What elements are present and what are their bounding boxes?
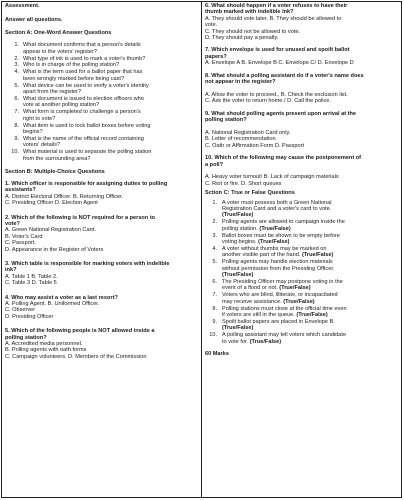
mcq-option: C. Campaign volunteers. D. Members of the Commission [5, 353, 147, 360]
question-number: 4. [14, 69, 19, 76]
mcq-question [205, 3, 398, 41]
mcq-option: A. Green National Registration Card. [5, 227, 97, 234]
section-a-title: Section A: One-Word Answer Questions [5, 29, 112, 36]
mcq-question-text: 7. Which envelope is used for unused and spoilt ballot papers? [205, 47, 350, 60]
question-item [5, 96, 198, 109]
question-item [5, 83, 198, 96]
true-false-item [205, 233, 398, 246]
item-text: Spoilt ballot papers are placed in Envelope B. (True/False) [222, 318, 335, 332]
section-b-title: Section B: Multiple-Choice Questions [5, 168, 105, 175]
mcq-question-text: 9. What should polling agents present upon arrival at the polling station? [205, 110, 357, 124]
true-false-item [205, 306, 398, 319]
true-false-item [205, 259, 398, 278]
mcq-question-text: 1. Which officer is responsible for assigning duties to polling assistants? [5, 180, 168, 194]
item-text: Voters who are blind, illiterate, or incapacitated may receive assistance. (True/False) [222, 292, 338, 305]
true-false-tag: (True/False) [222, 212, 254, 219]
mcq-option: B. Letter of recommendation [205, 136, 276, 143]
mcq-option: A. Accredited media personnel. [5, 341, 83, 348]
question-number: 7. [14, 109, 19, 116]
question-number: 2. [14, 55, 19, 62]
mcq-question-text: 6. What should happen if a voter refuses to have their thumb marked with indelible ink? [205, 3, 348, 16]
true-false-tag: (True/False) [222, 325, 254, 332]
true-false-tag: (True/False) [222, 272, 254, 279]
section-c-list [205, 200, 398, 345]
item-number: 7. [212, 292, 217, 299]
mcq-option: C. Passport. [5, 240, 36, 247]
item-number: 4. [212, 245, 217, 252]
mcq-option: C. Presiding Officer D. Election Agent [5, 200, 98, 207]
question-number: 8. [14, 122, 19, 129]
assessment-sheet [1, 1, 402, 498]
question-text: What document is issued to election officers who vote at another polling station? [23, 95, 144, 109]
mcq-option: C. Table 3 D. Table 5 [5, 280, 57, 287]
question-number: 5. [14, 82, 19, 89]
true-false-tag: (True/False) [283, 298, 315, 305]
mcq-question [5, 215, 198, 253]
mcq-option: A. District Electoral Officer. B. Returning Officer. [5, 193, 124, 200]
section-c-title: Sction C: True or False Questions [205, 190, 295, 197]
question-number: 1. [14, 42, 19, 49]
total-marks: 60 Marks [205, 351, 229, 357]
mcq-option: D. Appearance in the Register of Voters [5, 246, 104, 253]
mcq-question [5, 295, 198, 321]
mcq-question [5, 328, 198, 360]
mcq-question [205, 47, 398, 66]
question-item [5, 136, 198, 149]
item-text: The Presiding Officer may postpone voting in the event of a flood or riot. (True/False) [222, 278, 343, 292]
true-false-tag: (True/False) [301, 252, 334, 259]
question-number: 9. [14, 135, 19, 142]
mcq-option: C. They should not be allowed to vote. [205, 28, 301, 35]
question-item [5, 42, 198, 55]
mcq-option: D. Presiding Officer [5, 313, 54, 320]
mcq-question-text: 8. What should a polling assistant do if a voter's name does not appear in the register? [205, 72, 364, 86]
item-number: 3. [212, 232, 217, 239]
mcq-option: B. Polling agents with oath forms [5, 347, 87, 354]
mcq-option: A. National Registration Card only. [205, 129, 291, 136]
question-text: What material is used to separate the polling station from the surrounding area? [23, 149, 152, 162]
mcq-option: A. Allow the voter to proceed., B. Check the exclusion list. [205, 91, 348, 98]
true-false-item [205, 246, 398, 259]
question-number: 10. [11, 149, 19, 156]
item-text: A voter must possess both a Green National Registration Card and a voter's card to vote. (True/False) [222, 199, 332, 219]
section-a-list [5, 42, 198, 162]
item-number: 9. [212, 318, 217, 325]
right-column [202, 2, 401, 497]
assessment-title: Assessment. [5, 3, 40, 9]
item-text: A voter without thumbs may be marked on another visible part of the hand. (True/False) [222, 245, 334, 259]
mcq-question [205, 111, 398, 149]
true-false-item [205, 200, 398, 219]
item-text: A polling assistant may tell voters which candidate to vote for. (True/False) [222, 332, 347, 345]
true-false-item [205, 332, 398, 345]
question-item [5, 56, 198, 62]
true-false-item [205, 279, 398, 292]
mcq-option: A. Envelope A B. Envelope B C. Envelope C/ D. Envelope D [205, 60, 354, 67]
left-column [2, 2, 202, 497]
question-text: What document confirms that a person's details appear in the voters' register? [23, 42, 141, 55]
item-number: 8. [212, 305, 217, 312]
mcq-question-text: 2. Which of the following is NOT required for a person to vote? [5, 214, 156, 227]
mcq-option: C. Observer [5, 307, 36, 314]
true-false-tag: (True/False) [259, 225, 291, 232]
true-false-item [205, 219, 398, 232]
question-item [5, 149, 198, 162]
item-number: 5. [212, 259, 217, 266]
question-number: 6. [14, 95, 19, 102]
question-text: What form is completed to challenge a person's right to vote? [23, 109, 141, 122]
mcq-question-text: 5. Which of the following people is NOT allowed inside a polling station? [5, 328, 155, 341]
true-false-tag: (True/False) [258, 239, 290, 245]
mcq-option: vote. [205, 22, 218, 29]
mcq-question-text: 4. Who may assist a voter as a last resort? [5, 294, 118, 301]
mcq-question-text: 10. Which of the following may cause the postponement of a poll? [205, 155, 362, 168]
question-text: What type of ink is used to mark a voter's thumb? [23, 55, 146, 62]
mcq-option: A. Table 1 B. Table 2. [5, 273, 58, 280]
item-text: Polling stations must close at the official time even if voters are still in the queue. (True/False) [222, 305, 347, 318]
true-false-tag: (True/False) [279, 285, 311, 292]
item-number: 6. [212, 278, 217, 285]
mcq-option: A. They should vote later. B. They should be allowed to [205, 15, 342, 22]
question-text: Who is in charge of the polling station? [23, 62, 120, 69]
question-text: What device can be used to verify a voter's identity apart from the register? [23, 82, 149, 96]
true-false-tag: (True/False) [249, 338, 282, 345]
mcq-option: D. They should pay a penalty. [205, 35, 279, 42]
mcq-option: C. Riot or fire. D. Short queues [205, 180, 282, 187]
mcq-option: C. Oath or Affirmation Form D. Passport [205, 142, 305, 149]
mcq-question [205, 155, 398, 187]
mcq-question-text: 3. Which table is responsible for marking voters with indelible ink? [5, 261, 170, 274]
mcq-option: B. Voter's Card [5, 233, 43, 240]
item-text: Ballot boxes must be shown to be empty before voting begins. (True/False) [222, 232, 340, 245]
mcq-option: A. Heavy voter turnout/ B. Lack of campaign materials [205, 174, 339, 181]
mcq-question [205, 73, 398, 105]
question-item [5, 69, 198, 82]
true-false-item [205, 292, 398, 305]
item-number: 2. [212, 219, 217, 226]
item-text: Polling agents may handle election materials without permission from the Presiding Officer. (True/False) [222, 259, 335, 279]
item-number: 10. [209, 332, 217, 339]
true-false-tag: (True/False) [296, 311, 328, 318]
section-b-list [5, 181, 198, 360]
mcq-question [5, 181, 198, 207]
mcq-option: A. Polling Agent. B. Uniformed Officer. [5, 301, 100, 308]
item-text: Polling agents are allowed to campaign inside the polling station. (True/False) [222, 219, 345, 232]
question-text: What is the name of the official record containing voters' details? [23, 135, 144, 149]
section-b-continued [205, 3, 398, 187]
question-number: 3. [14, 62, 19, 69]
item-number: 1. [212, 199, 217, 206]
question-item [5, 123, 198, 136]
instruction: Answer all questions. [5, 17, 63, 24]
question-item [5, 62, 198, 68]
mcq-option: C. Ask the voter to return home./ D. Call the police. [205, 98, 331, 105]
mcq-question [5, 261, 198, 287]
question-item [5, 109, 198, 122]
question-text: What is the term used for a ballot paper that has been wrongly marked before being cast? [23, 69, 143, 82]
true-false-item [205, 319, 398, 332]
question-text: What item is used to lock ballot boxes before voting begins? [23, 122, 151, 135]
